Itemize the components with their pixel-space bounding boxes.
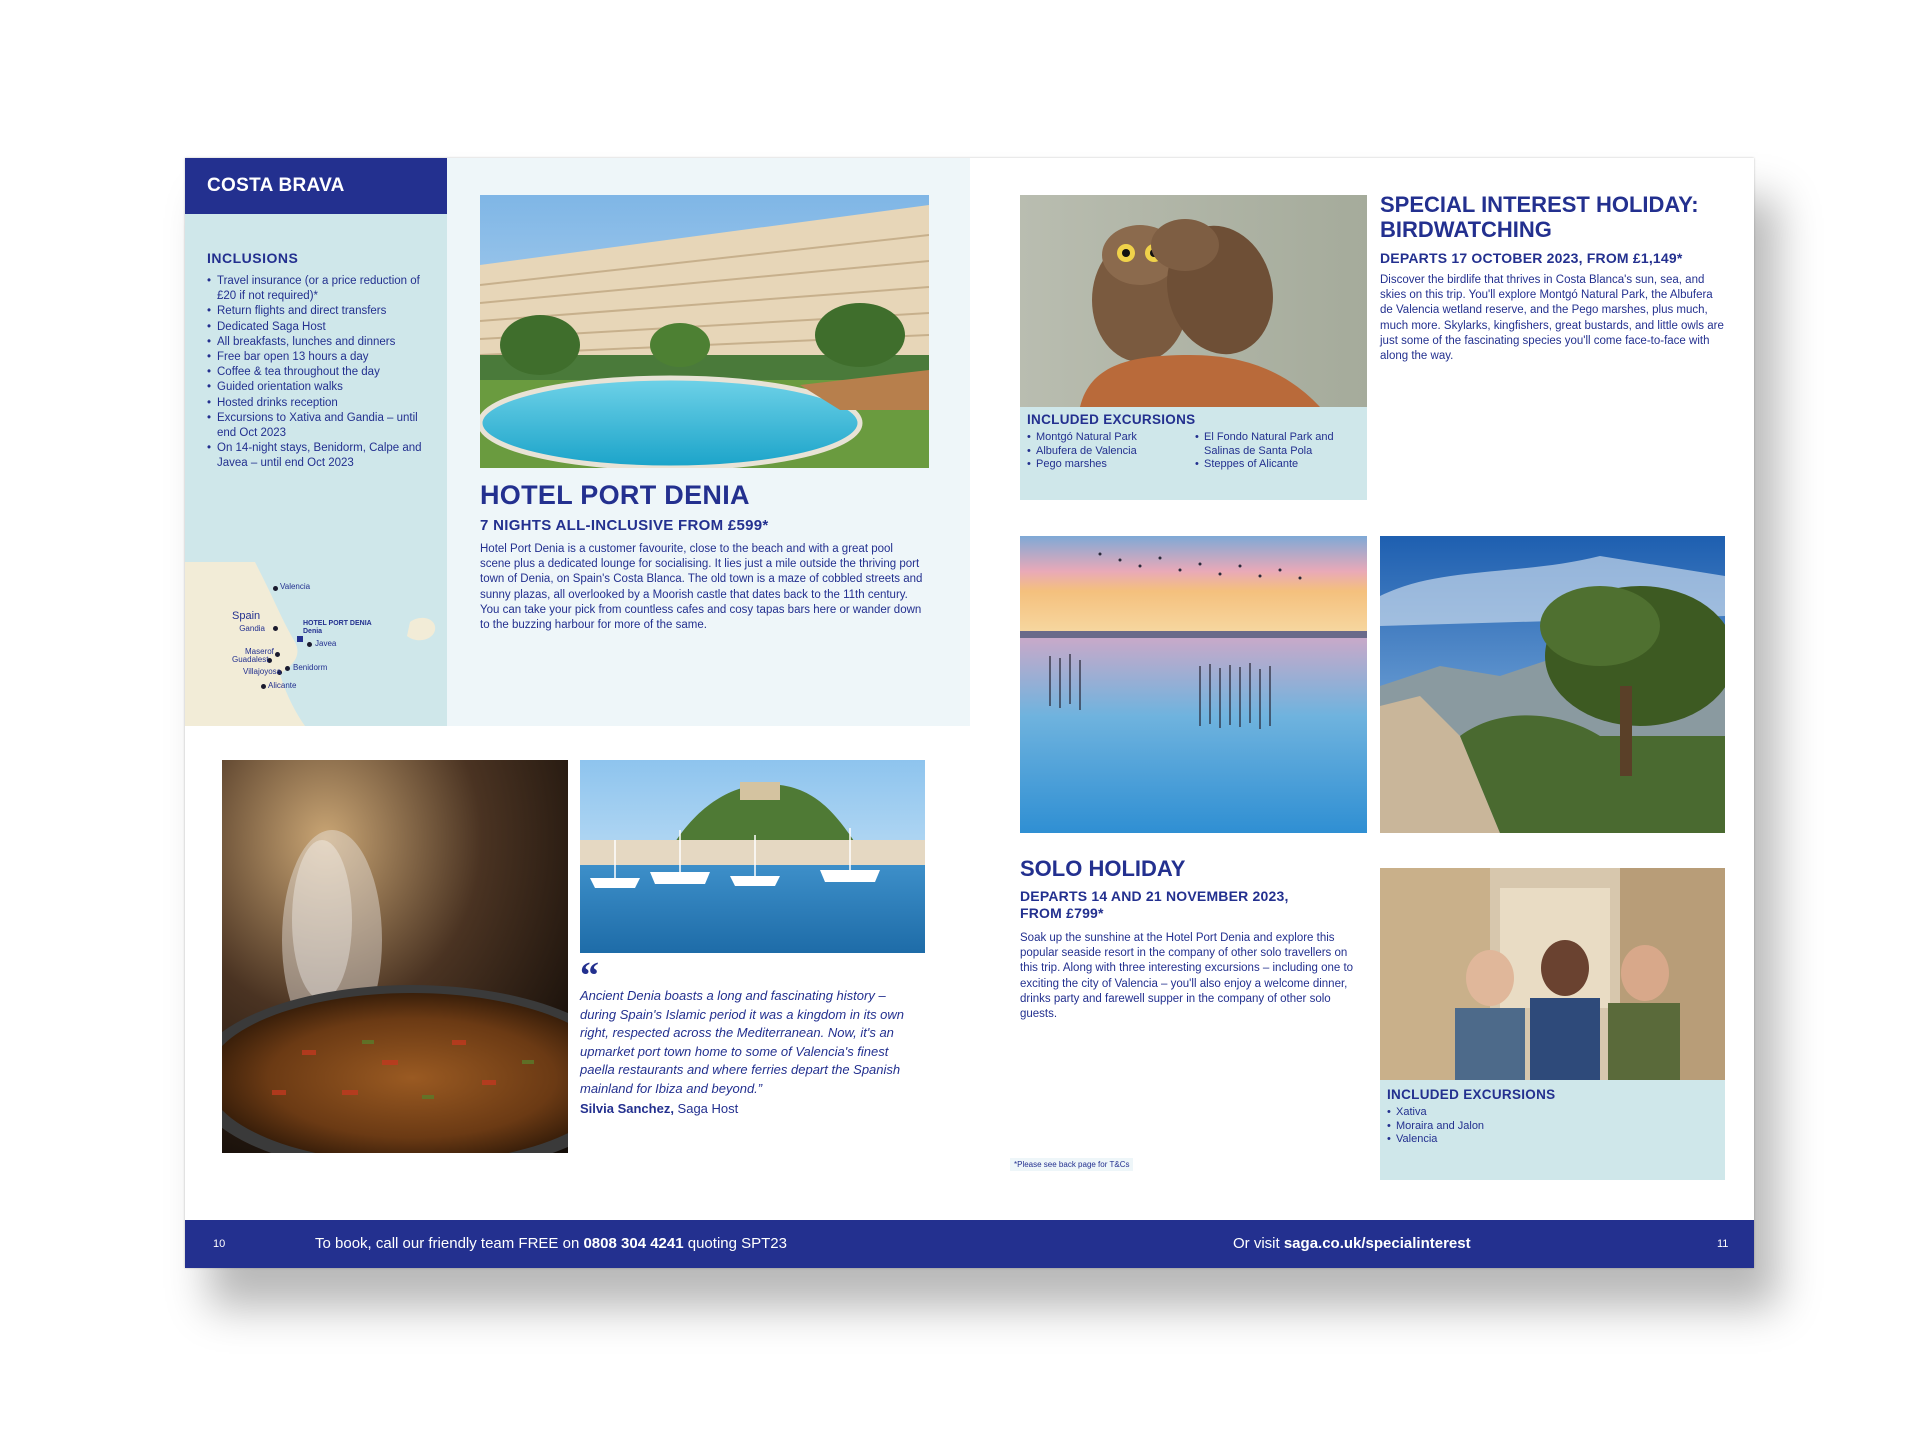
map-dot: [275, 652, 280, 657]
excursion-item: • Montgó Natural Park: [1027, 431, 1187, 445]
birdwatching-description: Discover the birdlife that thrives in Costa Blanca's sun, sea, and skies on this trip. You'll explore Montgó Natural Park, the Albufera de Valencia wetland reserve, and the Pego marshes, plus much, much more. Skylarks, kingfishers, great bustards, and little owls are just some of the fascinating species you'll come face-to-face with along the way.: [1380, 274, 1724, 363]
map-place: Gandia: [239, 624, 265, 633]
phone-number[interactable]: 0808 304 4241: [583, 1235, 684, 1252]
hotel-description: Hotel Port Denia is a customer favourite, close to the beach and with a great pool scene plus a dedicated lounge for socialising. It lies just a mile outside the thriving port town of Denia, on Spain's Costa Blanca. The old town is a maze of cobbled streets and sunny plazas, all overlooked by a Moorish castle that dates back to the 11th century. You can take your pick from countless cafes and cosy tapas bars here or wander down to the buzzing harbour for more of the same.: [480, 543, 923, 632]
solo-title: SOLO HOLIDAY: [1020, 856, 1186, 881]
excursion-item: • Albufera de Valencia: [1027, 445, 1187, 459]
inclusions-title: INCLUSIONS: [207, 250, 299, 266]
quote-text: Ancient Denia boasts a long and fascinating history – during Spain's Islamic period it was a kingdom in its own right, respected across the Mediterranean. Now, it's an upmarket port town home to some of Valencia's finest paella restaurants and where ferries depart the Spanish mainland for Ibiza and beyond.”: [580, 988, 905, 1096]
birdwatching-title-line1: SPECIAL INTEREST HOLIDAY:: [1380, 192, 1699, 217]
map-country: Spain: [232, 610, 261, 622]
paella-photo: [222, 760, 568, 1153]
brochure-spread: [185, 158, 1754, 1268]
hotel-name: HOTEL PORT DENIA: [480, 480, 750, 510]
solo-travellers-photo: [1380, 868, 1725, 1080]
visit-line: [1233, 1220, 1471, 1268]
map-place: Benidorm: [293, 663, 328, 672]
inclusions-list: [207, 274, 435, 472]
map-dot: [307, 642, 312, 647]
visit-text: Or visit: [1233, 1235, 1284, 1252]
inclusion-item: • All breakfasts, lunches and dinners: [207, 335, 435, 350]
solo-description: Soak up the sunshine at the Hotel Port Denia and explore this popular seaside resort in the company of other solo travellers on this trip. Along with three interesting excursions – including one to exciting the city of Valencia – you'll also enjoy a welcome dinner, drinks party and farewell supper in the company of other solo guests.: [1020, 932, 1354, 1021]
excursion-item: • Moraira and Jalon: [1387, 1120, 1587, 1134]
terms-note: *Please see back page for T&Cs: [1010, 1158, 1133, 1171]
costa-map: [185, 562, 447, 726]
hotel-subtitle: 7 NIGHTS ALL-INCLUSIVE FROM £599*: [480, 517, 769, 534]
map-place: Guadalest: [232, 655, 269, 664]
map-place: Villajoyosa: [243, 667, 282, 676]
denia-harbour-photo: [580, 760, 925, 953]
albufera-sunset-photo: [1020, 536, 1367, 833]
map-dot: [273, 586, 278, 591]
owls-photo: [1020, 195, 1367, 407]
solo-departs-line1: DEPARTS 14 AND 21 NOVEMBER 2023,: [1020, 888, 1289, 904]
quote-author-role: Saga Host: [673, 1101, 739, 1116]
map-place: Valencia: [280, 582, 311, 591]
quote-mark: “: [580, 955, 599, 997]
inclusion-item: • Excursions to Xativa and Gandia – until end Oct 2023: [207, 411, 435, 441]
map-place: Javea: [315, 639, 337, 648]
quote-author: [580, 1101, 738, 1116]
excursion-item: • Xativa: [1387, 1106, 1587, 1120]
footer-bar: [185, 1220, 1754, 1268]
map-hotel-label: HOTEL PORT DENIA: [303, 620, 372, 627]
quote-author-name: Silvia Sanchez,: [580, 1101, 674, 1116]
booking-text: To book, call our friendly team FREE on: [315, 1235, 584, 1252]
solo-departs-line2: FROM £799*: [1020, 905, 1104, 921]
booking-line: [315, 1220, 787, 1268]
hotel-pool-photo: [480, 195, 929, 468]
map-place: Maserof: [245, 647, 274, 656]
excursion-item: • Steppes of Alicante: [1195, 458, 1345, 472]
map-dot: [261, 684, 266, 689]
inclusion-item: • Free bar open 13 hours a day: [207, 350, 435, 365]
page-number-right: 11: [1717, 1238, 1729, 1250]
birdwatching-title-line2: BIRDWATCHING: [1380, 217, 1552, 242]
map-hotel-town: Denia: [303, 628, 323, 635]
montgo-cliffs-photo: [1380, 536, 1725, 833]
inclusion-item: • Coffee & tea throughout the day: [207, 365, 435, 380]
birdwatching-excursions-list-2: [1195, 431, 1345, 472]
inclusion-item: • Dedicated Saga Host: [207, 320, 435, 335]
solo-excursions-list: [1387, 1106, 1587, 1147]
map-hotel-marker: [297, 636, 303, 642]
excursion-item: • El Fondo Natural Park and Salinas de Santa Pola: [1195, 431, 1345, 458]
inclusion-item: • Hosted drinks reception: [207, 396, 435, 411]
map-dot: [273, 626, 278, 631]
inclusion-item: • On 14-night stays, Benidorm, Calpe and Javea – until end Oct 2023: [207, 441, 435, 471]
region-title: COSTA BRAVA: [185, 158, 447, 214]
inclusion-item: • Guided orientation walks: [207, 380, 435, 395]
birdwatching-excursions-title: INCLUDED EXCURSIONS: [1027, 412, 1196, 427]
quote-code: quoting SPT23: [683, 1235, 787, 1252]
birdwatching-title: [1380, 192, 1740, 242]
birdwatching-departs: DEPARTS 17 OCTOBER 2023, FROM £1,149*: [1380, 250, 1683, 266]
map-place: Alicante: [268, 681, 297, 690]
inclusion-item: • Travel insurance (or a price reduction of £20 if not required)*: [207, 274, 435, 304]
excursion-item: • Pego marshes: [1027, 458, 1187, 472]
solo-excursions-title: INCLUDED EXCURSIONS: [1387, 1087, 1556, 1102]
inclusion-item: • Return flights and direct transfers: [207, 304, 435, 319]
page-number-left: 10: [213, 1238, 226, 1250]
website-link[interactable]: saga.co.uk/specialinterest: [1283, 1235, 1471, 1252]
map-dot: [285, 666, 290, 671]
solo-departs: [1020, 888, 1289, 922]
birdwatching-excursions-list-1: [1027, 431, 1187, 472]
excursion-item: • Valencia: [1387, 1133, 1587, 1147]
